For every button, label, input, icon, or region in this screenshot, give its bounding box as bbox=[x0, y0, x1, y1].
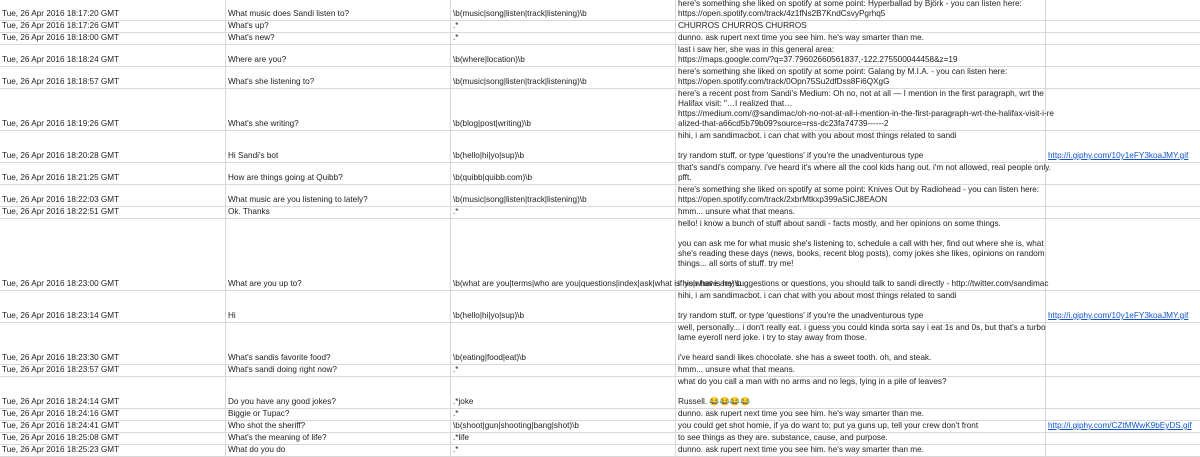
gif-link-text[interactable]: http://i.giphy.com/10y1eFY3koaJMY.gif bbox=[1048, 151, 1189, 160]
message-text: Do you have any good jokes? bbox=[228, 397, 336, 406]
message-cell[interactable] bbox=[226, 445, 451, 456]
response-line: https://open.spotify.com/track/2xbrMtkxp399aSiCJ8EAON bbox=[678, 195, 888, 204]
message-cell[interactable] bbox=[226, 45, 451, 66]
response-line: hihi, i am sandimacbot. i can chat with you about most things related to sandi bbox=[678, 131, 957, 140]
timestamp-cell[interactable] bbox=[0, 445, 226, 456]
response-line: what do you call a man with no arms and no legs, lying in a pile of leaves? bbox=[678, 377, 947, 386]
gif-link-cell[interactable] bbox=[1046, 433, 1200, 444]
table-row[interactable] bbox=[0, 163, 1200, 185]
pattern-cell[interactable] bbox=[451, 89, 676, 130]
message-text: Who shot the sheriff? bbox=[228, 421, 306, 430]
pattern-cell[interactable] bbox=[451, 185, 676, 206]
timestamp-text: Tue, 26 Apr 2016 18:24:41 GMT bbox=[2, 421, 120, 430]
message-cell[interactable] bbox=[226, 67, 451, 88]
timestamp-cell[interactable] bbox=[0, 409, 226, 420]
message-cell[interactable] bbox=[226, 21, 451, 32]
gif-link-cell[interactable] bbox=[1046, 323, 1200, 364]
response-line: if you have any suggestions or questions, you should talk to sandi directly - http://twitter.com/sandimac bbox=[678, 279, 1049, 288]
gif-link-cell[interactable] bbox=[1046, 131, 1200, 162]
message-text: What are you up to? bbox=[228, 279, 302, 288]
response-text bbox=[678, 219, 1049, 289]
response-cell[interactable] bbox=[676, 421, 1046, 432]
response-cell[interactable] bbox=[676, 0, 1046, 20]
pattern-text: .* bbox=[453, 409, 459, 418]
table-row[interactable] bbox=[0, 0, 1200, 21]
pattern-cell[interactable] bbox=[451, 33, 676, 44]
response-line: hmm... unsure what that means. bbox=[678, 365, 795, 374]
timestamp-cell[interactable] bbox=[0, 45, 226, 66]
timestamp-cell[interactable] bbox=[0, 0, 226, 20]
response-line: https://maps.google.com/?q=37.79602660561837,-122.275500044458&z=19 bbox=[678, 55, 958, 64]
table-row[interactable] bbox=[0, 365, 1200, 377]
table-row[interactable] bbox=[0, 433, 1200, 445]
gif-link-cell[interactable] bbox=[1046, 377, 1200, 408]
message-text: What's she writing? bbox=[228, 119, 299, 128]
message-cell[interactable] bbox=[226, 377, 451, 408]
message-text: Biggie or Tupac? bbox=[228, 409, 290, 418]
table-row[interactable] bbox=[0, 89, 1200, 131]
pattern-text: \b(hello|hi|yo|sup)\b bbox=[453, 151, 525, 160]
pattern-cell[interactable] bbox=[451, 433, 676, 444]
message-text: What music does Sandi listen to? bbox=[228, 9, 350, 18]
timestamp-text: Tue, 26 Apr 2016 18:23:00 GMT bbox=[2, 279, 120, 288]
message-text: What do you do bbox=[228, 445, 286, 454]
pattern-text: .*joke bbox=[453, 397, 474, 406]
timestamp-text: Tue, 26 Apr 2016 18:17:26 GMT bbox=[2, 21, 120, 30]
pattern-text: .* bbox=[453, 207, 459, 216]
pattern-text: \b(hello|hi|yo|sup)\b bbox=[453, 311, 525, 320]
pattern-cell[interactable] bbox=[451, 365, 676, 376]
pattern-text: \b(music|song|listen|track|listening)\b bbox=[453, 195, 587, 204]
response-text bbox=[678, 421, 1043, 431]
response-cell[interactable] bbox=[676, 185, 1046, 206]
response-line: i've heard sandi likes chocolate. she has a sweet tooth. oh, and steak. bbox=[678, 353, 932, 362]
response-line: hihi, i am sandimacbot. i can chat with you about most things related to sandi bbox=[678, 291, 957, 300]
response-line: Halifax visit: "…I realized that… bbox=[678, 99, 793, 108]
response-cell[interactable] bbox=[676, 323, 1046, 364]
response-line: hello! i know a bunch of stuff about sandi - facts mostly, and her opinions on some things. bbox=[678, 219, 1001, 228]
response-cell[interactable] bbox=[676, 409, 1046, 420]
table-row[interactable] bbox=[0, 45, 1200, 67]
table-row[interactable] bbox=[0, 291, 1200, 323]
response-cell[interactable] bbox=[676, 219, 1049, 290]
message-text: What's the meaning of life? bbox=[228, 433, 327, 442]
response-line: https://open.spotify.com/track/4z1fNs2B7KndCsvyPgrhq5 bbox=[678, 9, 886, 18]
message-cell[interactable] bbox=[226, 433, 451, 444]
pattern-text: \b(what are you|terms|who are you|questions|index|ask|what is his|what is he)\b bbox=[453, 279, 742, 288]
table-row[interactable] bbox=[0, 21, 1200, 33]
response-cell[interactable] bbox=[676, 89, 1054, 130]
message-cell[interactable] bbox=[226, 131, 451, 162]
response-text bbox=[678, 0, 1043, 19]
response-cell[interactable] bbox=[676, 365, 1046, 376]
timestamp-cell[interactable] bbox=[0, 67, 226, 88]
table-row[interactable] bbox=[0, 409, 1200, 421]
pattern-cell[interactable] bbox=[451, 445, 676, 456]
timestamp-text: Tue, 26 Apr 2016 18:24:16 GMT bbox=[2, 409, 120, 418]
response-text bbox=[678, 365, 1043, 375]
response-line: she's reading these days (news, books, recent blog posts), comy jokes she likes, opinions on random bbox=[678, 249, 1045, 258]
table-row[interactable] bbox=[0, 377, 1200, 409]
message-text: How are things going at Quibb? bbox=[228, 173, 343, 182]
message-text: Where are you? bbox=[228, 55, 287, 64]
message-cell[interactable] bbox=[226, 421, 451, 432]
pattern-text: \b(music|song|listen|track|listening)\b bbox=[453, 9, 587, 18]
gif-link-cell[interactable] bbox=[1046, 0, 1200, 20]
pattern-text: \b(shoot|gun|shooting|bang|shot)\b bbox=[453, 421, 579, 430]
pattern-text: .* bbox=[453, 445, 459, 454]
pattern-text: .* bbox=[453, 21, 459, 30]
timestamp-cell[interactable] bbox=[0, 33, 226, 44]
response-line: hmm... unsure what that means. bbox=[678, 207, 795, 216]
gif-link-cell[interactable] bbox=[1046, 207, 1200, 218]
response-text bbox=[678, 377, 1043, 407]
response-blank-line bbox=[678, 387, 1043, 397]
response-cell[interactable] bbox=[676, 377, 1046, 408]
message-text: What's sandi doing right now? bbox=[228, 365, 337, 374]
response-line: Russell. 😂😂😂😂 bbox=[678, 397, 751, 406]
response-cell[interactable] bbox=[676, 445, 1046, 456]
message-cell[interactable] bbox=[226, 33, 451, 44]
gif-link-cell[interactable] bbox=[1046, 421, 1200, 432]
timestamp-text: Tue, 26 Apr 2016 18:21:25 GMT bbox=[2, 173, 120, 182]
response-line: https://open.spotify.com/track/0Opn75Su2dfDss8Fi6QXgG bbox=[678, 77, 890, 86]
table-row[interactable] bbox=[0, 185, 1200, 207]
response-cell[interactable] bbox=[676, 21, 1046, 32]
response-line: you could get shot homie, if ya do want to; put ya guns up, tell your crew don't front bbox=[678, 421, 979, 430]
gif-link-cell[interactable] bbox=[1046, 365, 1200, 376]
response-line: dunno. ask rupert next time you see him. he's way smarter than me. bbox=[678, 409, 924, 418]
pattern-cell[interactable] bbox=[451, 207, 676, 218]
message-text: Hi bbox=[228, 311, 236, 320]
message-cell[interactable] bbox=[226, 0, 451, 20]
pattern-cell[interactable] bbox=[451, 291, 676, 322]
pattern-cell[interactable] bbox=[451, 421, 676, 432]
table-row[interactable] bbox=[0, 421, 1200, 433]
timestamp-text: Tue, 26 Apr 2016 18:18:57 GMT bbox=[2, 77, 120, 86]
response-line: you can ask me for what music she's listening to, schedule a call with her, find out where she is, what bbox=[678, 239, 1044, 248]
timestamp-text: Tue, 26 Apr 2016 18:25:23 GMT bbox=[2, 445, 120, 454]
message-cell[interactable] bbox=[226, 219, 451, 290]
message-cell[interactable] bbox=[226, 291, 451, 322]
message-cell[interactable] bbox=[226, 163, 451, 184]
gif-link-cell[interactable] bbox=[1046, 185, 1200, 206]
response-text bbox=[678, 33, 1043, 43]
pattern-text: .* bbox=[453, 33, 459, 42]
response-line: here's something she liked on spotify at some point: Galang by M.I.A. - you can listen here: bbox=[678, 67, 1008, 76]
timestamp-cell[interactable] bbox=[0, 365, 226, 376]
response-text bbox=[678, 185, 1043, 205]
message-text: What's new? bbox=[228, 33, 275, 42]
pattern-cell[interactable] bbox=[451, 45, 676, 66]
message-text: Ok. Thanks bbox=[228, 207, 270, 216]
response-line: last i saw her, she was in this general area: bbox=[678, 45, 835, 54]
response-text bbox=[678, 323, 1046, 363]
gif-link-cell[interactable] bbox=[1046, 33, 1200, 44]
response-text bbox=[678, 45, 1043, 65]
timestamp-text: Tue, 26 Apr 2016 18:22:03 GMT bbox=[2, 195, 120, 204]
timestamp-text: Tue, 26 Apr 2016 18:19:26 GMT bbox=[2, 119, 120, 128]
message-text: What's sandis favorite food? bbox=[228, 353, 331, 362]
response-line: alized-that-a66cd5b79b09?source=rss-dc23fa74739------2 bbox=[678, 119, 889, 128]
timestamp-cell[interactable] bbox=[0, 323, 226, 364]
response-cell[interactable] bbox=[676, 67, 1046, 88]
response-blank-line bbox=[678, 141, 1043, 151]
gif-link-cell[interactable] bbox=[1046, 45, 1200, 66]
timestamp-cell[interactable] bbox=[0, 433, 226, 444]
response-text bbox=[678, 291, 1043, 321]
message-cell[interactable] bbox=[226, 185, 451, 206]
pattern-text: \b(music|song|listen|track|listening)\b bbox=[453, 77, 587, 86]
timestamp-cell[interactable] bbox=[0, 131, 226, 162]
gif-link-cell[interactable] bbox=[1046, 219, 1200, 290]
message-cell[interactable] bbox=[226, 89, 451, 130]
response-line: try random stuff, or type 'questions' if you're the unadventurous type bbox=[678, 151, 924, 160]
gif-link-cell[interactable] bbox=[1046, 445, 1200, 456]
response-line: here's something she liked on spotify at some point: Knives Out by Radiohead - you can listen here: bbox=[678, 185, 1040, 194]
timestamp-cell[interactable] bbox=[0, 21, 226, 32]
response-line: https://medium.com/@sandimac/oh-no-not-at-all-i-mention-in-the-first-paragraph-wrt-the-halifax-visit-i-re bbox=[678, 109, 1054, 118]
pattern-cell[interactable] bbox=[451, 377, 676, 408]
pattern-text: .*life bbox=[453, 433, 469, 442]
response-line: well, personally... i don't really eat. i guess you could kinda sorta say i eat 1s and 0s, but that's a turbo bbox=[678, 323, 1046, 332]
pattern-cell[interactable] bbox=[451, 323, 676, 364]
pattern-cell[interactable] bbox=[451, 67, 676, 88]
response-line: lame eyeroll nerd joke. i try to stay away from those. bbox=[678, 333, 867, 342]
pattern-text: \b(quibb|quibb.com)\b bbox=[453, 173, 533, 182]
timestamp-text: Tue, 26 Apr 2016 18:18:00 GMT bbox=[2, 33, 120, 42]
message-cell[interactable] bbox=[226, 207, 451, 218]
response-cell[interactable] bbox=[676, 163, 1051, 184]
gif-link-cell[interactable] bbox=[1046, 409, 1200, 420]
response-text bbox=[678, 445, 1043, 455]
pattern-text: \b(eating|food|eat)\b bbox=[453, 353, 526, 362]
response-cell[interactable] bbox=[676, 45, 1046, 66]
response-cell[interactable] bbox=[676, 291, 1046, 322]
message-cell[interactable] bbox=[226, 409, 451, 420]
pattern-cell[interactable] bbox=[451, 163, 676, 184]
message-text: What music are you listening to lately? bbox=[228, 195, 368, 204]
response-line: here's something she liked on spotify at some point: Hyperballad by Björk - you can listen here: bbox=[678, 0, 1022, 8]
message-cell[interactable] bbox=[226, 365, 451, 376]
table-row[interactable] bbox=[0, 33, 1200, 45]
message-text: What's up? bbox=[228, 21, 269, 30]
timestamp-cell[interactable] bbox=[0, 185, 226, 206]
response-line: here's a recent post from Sandi's Medium: Oh no, not at all — I mention in the first paragraph, wrt the bbox=[678, 89, 1044, 98]
table-row[interactable] bbox=[0, 67, 1200, 89]
message-text: Hi Sandi's bot bbox=[228, 151, 279, 160]
response-text bbox=[678, 207, 1043, 217]
response-line: dunno. ask rupert next time you see him. he's way smarter than me. bbox=[678, 445, 924, 454]
timestamp-text: Tue, 26 Apr 2016 18:23:30 GMT bbox=[2, 353, 120, 362]
response-line: CHURROS CHURROS CHURROS bbox=[678, 21, 807, 30]
pattern-cell[interactable] bbox=[451, 21, 676, 32]
timestamp-cell[interactable] bbox=[0, 163, 226, 184]
response-text bbox=[678, 409, 1043, 419]
response-line: that's sandi's company. i've heard it's where all the cool kids hang out. i'm not allowed, real people only. bbox=[678, 163, 1051, 172]
timestamp-cell[interactable] bbox=[0, 219, 226, 290]
timestamp-text: Tue, 26 Apr 2016 18:23:57 GMT bbox=[2, 365, 120, 374]
table-row[interactable] bbox=[0, 323, 1200, 365]
response-cell[interactable] bbox=[676, 131, 1046, 162]
response-blank-line bbox=[678, 301, 1043, 311]
table-row[interactable] bbox=[0, 207, 1200, 219]
timestamp-text: Tue, 26 Apr 2016 18:17:20 GMT bbox=[2, 9, 120, 18]
response-line: things... all sorts of stuff. try me! bbox=[678, 259, 794, 268]
response-blank-line bbox=[678, 343, 1043, 353]
response-text bbox=[678, 21, 1043, 31]
response-cell[interactable] bbox=[676, 207, 1046, 218]
table-row[interactable] bbox=[0, 445, 1200, 457]
timestamp-cell[interactable] bbox=[0, 377, 226, 408]
table-row[interactable] bbox=[0, 131, 1200, 163]
table-row[interactable] bbox=[0, 219, 1200, 291]
timestamp-text: Tue, 26 Apr 2016 18:18:24 GMT bbox=[2, 55, 120, 64]
response-cell[interactable] bbox=[676, 433, 1046, 444]
timestamp-text: Tue, 26 Apr 2016 18:24:14 GMT bbox=[2, 397, 120, 406]
gif-link-cell[interactable] bbox=[1046, 21, 1200, 32]
response-line: try random stuff, or type 'questions' if you're the unadventurous type bbox=[678, 311, 924, 320]
response-line: dunno. ask rupert next time you see him. he's way smarter than me. bbox=[678, 33, 924, 42]
message-cell[interactable] bbox=[226, 323, 451, 364]
pattern-cell[interactable] bbox=[451, 131, 676, 162]
timestamp-cell[interactable] bbox=[0, 421, 226, 432]
pattern-text: .* bbox=[453, 365, 459, 374]
response-text bbox=[678, 89, 1054, 129]
gif-link-text[interactable]: http://i.giphy.com/CZtMWwK9bEyDS.gif bbox=[1048, 421, 1192, 430]
pattern-text: \b(where|location)\b bbox=[453, 55, 525, 64]
response-line: pfft. bbox=[678, 173, 692, 182]
response-blank-line bbox=[678, 229, 1043, 239]
timestamp-cell[interactable] bbox=[0, 207, 226, 218]
response-line: to see things as they are. substance, cause, and purpose. bbox=[678, 433, 888, 442]
response-text bbox=[678, 433, 1043, 443]
response-text bbox=[678, 67, 1043, 87]
response-text bbox=[678, 131, 1043, 161]
gif-link-text[interactable]: http://i.giphy.com/10y1eFY3koaJMY.gif bbox=[1048, 311, 1189, 320]
timestamp-text: Tue, 26 Apr 2016 18:25:08 GMT bbox=[2, 433, 120, 442]
pattern-cell[interactable] bbox=[451, 409, 676, 420]
timestamp-text: Tue, 26 Apr 2016 18:23:14 GMT bbox=[2, 311, 120, 320]
message-text: What's she listening to? bbox=[228, 77, 315, 86]
timestamp-text: Tue, 26 Apr 2016 18:22:51 GMT bbox=[2, 207, 120, 216]
gif-link-cell[interactable] bbox=[1046, 163, 1200, 184]
timestamp-text: Tue, 26 Apr 2016 18:20:28 GMT bbox=[2, 151, 120, 160]
gif-link-cell[interactable] bbox=[1046, 291, 1200, 322]
gif-link-cell[interactable] bbox=[1046, 67, 1200, 88]
timestamp-cell[interactable] bbox=[0, 291, 226, 322]
timestamp-cell[interactable] bbox=[0, 89, 226, 130]
pattern-cell[interactable] bbox=[451, 0, 676, 20]
gif-link-cell[interactable] bbox=[1046, 89, 1200, 130]
pattern-text: \b(blog|post|writing)\b bbox=[453, 119, 531, 128]
response-cell[interactable] bbox=[676, 33, 1046, 44]
response-text bbox=[678, 163, 1051, 183]
response-blank-line bbox=[678, 269, 1043, 279]
